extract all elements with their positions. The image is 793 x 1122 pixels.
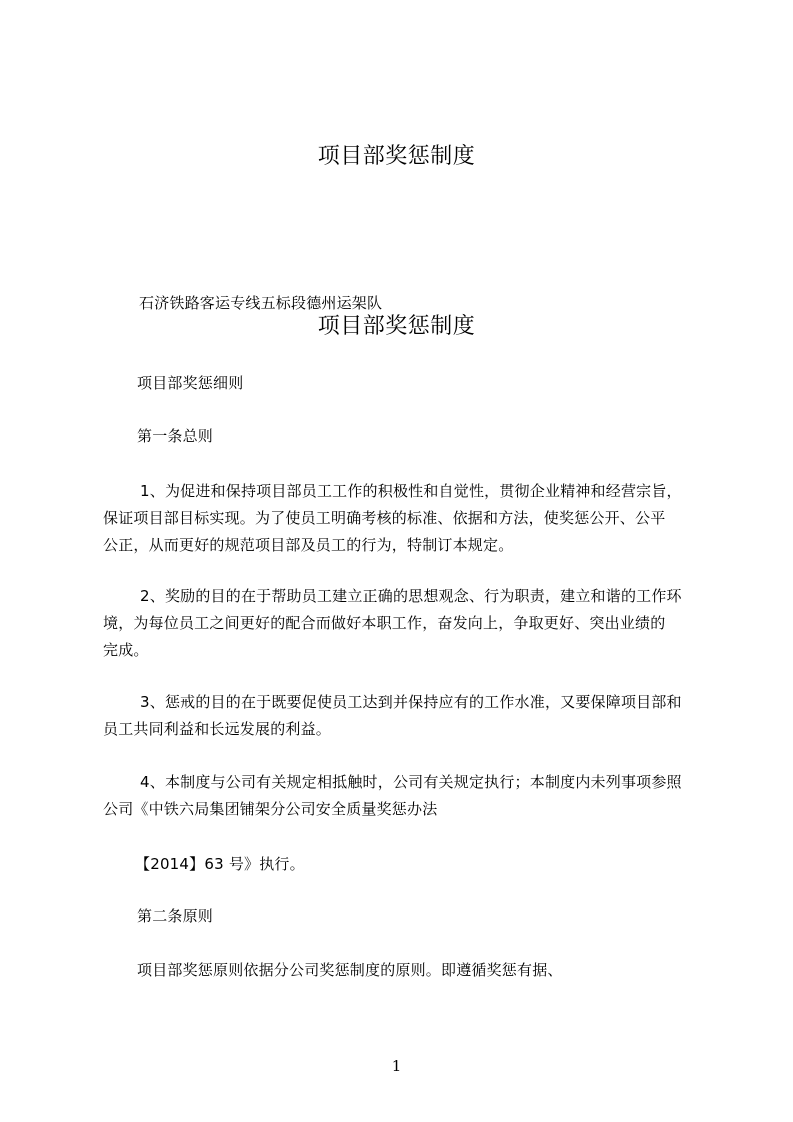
clause-3-line: 3、惩戒的目的在于既要促使员工达到并保持应有的工作水准，又要保障项目部和 (140, 693, 682, 711)
clause-4-line: 4、本制度与公司有关规定相抵触时，公司有关规定执行；本制度内未列事项参照 (140, 773, 682, 791)
cover-title: 项目部奖惩制度 (317, 144, 476, 169)
section-heading: 项目部奖惩细则 (137, 374, 244, 392)
main-title: 项目部奖惩制度 (317, 314, 476, 339)
principle-text: 项目部奖惩原则依据分公司奖惩制度的原则。即遵循奖惩有据、 (137, 961, 563, 979)
clause-2-line: 完成。 (103, 641, 149, 659)
clause-2-line: 境，为每位员工之间更好的配合而做好本职工作，奋发向上，争取更好、突出业绩的 (103, 614, 666, 632)
clause-1-line: 保证项目部目标实现。为了使员工明确考核的标准、依据和方法，使奖惩公开、公平 (103, 509, 666, 527)
clause-1-line: 公正，从而更好的规范项目部及员工的行为，特制订本规定。 (103, 536, 514, 554)
article-2-heading: 第二条原则 (137, 907, 214, 925)
article-1-heading: 第一条总则 (137, 427, 214, 445)
clause-3-line: 员工共同利益和长远发展的利益。 (103, 720, 332, 738)
clause-1-line: 1、为促进和保持项目部员工工作的积极性和自觉性，贯彻企业精神和经营宗旨， (140, 482, 682, 500)
page-number: 1 (391, 1057, 402, 1075)
clause-4-line: 公司《中铁六局集团铺架分公司安全质量奖惩办法 (103, 800, 438, 818)
clause-2-line: 2、奖励的目的在于帮助员工建立正确的思想观念、行为职责，建立和谐的工作环 (140, 587, 682, 605)
unit-name: 石济铁路客运专线五标段德州运架队 (139, 294, 383, 312)
clause-4-reference: 【2014】63 号》执行。 (135, 855, 305, 873)
